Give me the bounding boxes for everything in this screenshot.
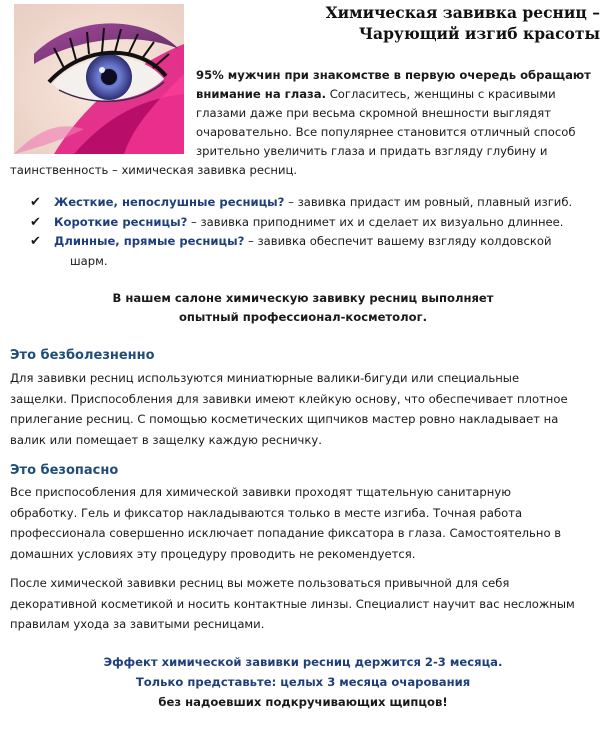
list-item [24, 232, 599, 271]
intro-text: Согласитесь, женщины с красивыми [326, 87, 556, 101]
page-title [290, 2, 600, 44]
intro-line: зрительно увеличить глаза и придать взгляду глубину и [196, 144, 548, 158]
checkmark-icon: ✔ [30, 214, 41, 230]
title-line-2: Чарующий изгиб красоты [358, 24, 600, 43]
list-item-question: Короткие ресницы? [54, 214, 188, 229]
paragraph-line: правилам ухода за завитыми ресницами. [10, 617, 265, 631]
paragraph-line: После химической завивки ресниц вы можете пользоваться привычной для себя [10, 576, 510, 590]
list-item-question: Жесткие, непослушные ресницы? [54, 195, 285, 209]
intro-line [10, 66, 602, 85]
intro-paragraph [10, 66, 602, 180]
benefits-list [24, 193, 599, 271]
closing-line-2: Только представьте: целых 3 месяца очарования [135, 675, 471, 689]
list-item-answer: – завивка придаст им ровный, плавный изгиб. [284, 195, 573, 209]
paragraph-line: обработку. Гель и фиксатор накладываются только в месте изгиба. Точная работа [10, 505, 523, 520]
paragraph-line: декоративной косметикой и носить контактные линзы. Специалист научит вас несложным [10, 596, 575, 611]
closing-line-3: без надоевших подкручивающих щипцов! [158, 695, 448, 709]
paragraph-line: Все приспособления для химической завивки проходят тщательную санитарную [10, 485, 511, 499]
closing-line-1: Эффект химической завивки ресниц держится 2-3 месяца. [103, 655, 503, 669]
salon-line-1: В нашем салоне химическую завивку ресниц выполняет [112, 291, 494, 305]
list-item [24, 213, 599, 233]
paragraph-line: прилегание ресниц. С помощью косметических щипчиков мастер ровно накладывает на [10, 412, 559, 426]
intro-line: глазами даже при весьма скромной внешности выглядят [196, 106, 551, 120]
checkmark-icon: ✔ [30, 234, 41, 249]
list-item-answer: – завивка обеспечит вашему взгляду колдовской [244, 234, 552, 248]
closing-statement [10, 652, 596, 712]
paragraph-line: валик или помещает в защелку каждую ресничку. [10, 432, 322, 447]
checkmark-icon: ✔ [30, 195, 41, 210]
list-item-answer: – завивка приподнимет их и сделает их визуально длиннее. [187, 214, 564, 229]
section-heading-safe: Это безопасно [10, 463, 119, 478]
section-painless-text [10, 368, 602, 450]
paragraph-line: Для завивки ресниц используются миниатюрные валики-бигуди или специальные [10, 371, 520, 385]
salon-statement [10, 289, 596, 327]
paragraph-line: домашних условиях эту процедуру проводить не рекомендуется. [10, 546, 416, 561]
intro-line: очаровательно. Все популярнее становится отличный способ [196, 125, 576, 139]
list-item-answer-continued: шарм. [70, 253, 108, 268]
list-item [24, 193, 599, 213]
paragraph-line: защелки. Приспособления для завивки имеют клейкую основу, что обеспечивает плотное [10, 391, 568, 406]
list-item-question: Длинные, прямые ресницы? [54, 234, 245, 248]
title-line-1: Химическая завивка ресниц – [325, 3, 600, 22]
paragraph-line: профессионала совершенно исключает попадание фиксатора в глаза. Самостоятельно в [10, 526, 562, 540]
intro-line: таинственность – химическая завивка ресниц. [10, 163, 298, 177]
intro-bold-2: внимание на глаза. [196, 87, 327, 101]
aftercare-text [10, 573, 602, 635]
salon-line-2: опытный профессионал-косметолог. [178, 310, 428, 324]
section-heading-painless: Это безболезненно [10, 348, 155, 363]
section-safe-text [10, 482, 602, 564]
intro-bold-1: 95% мужчин при знакомстве в первую очередь обращают [196, 68, 591, 82]
intro-line [10, 85, 602, 104]
